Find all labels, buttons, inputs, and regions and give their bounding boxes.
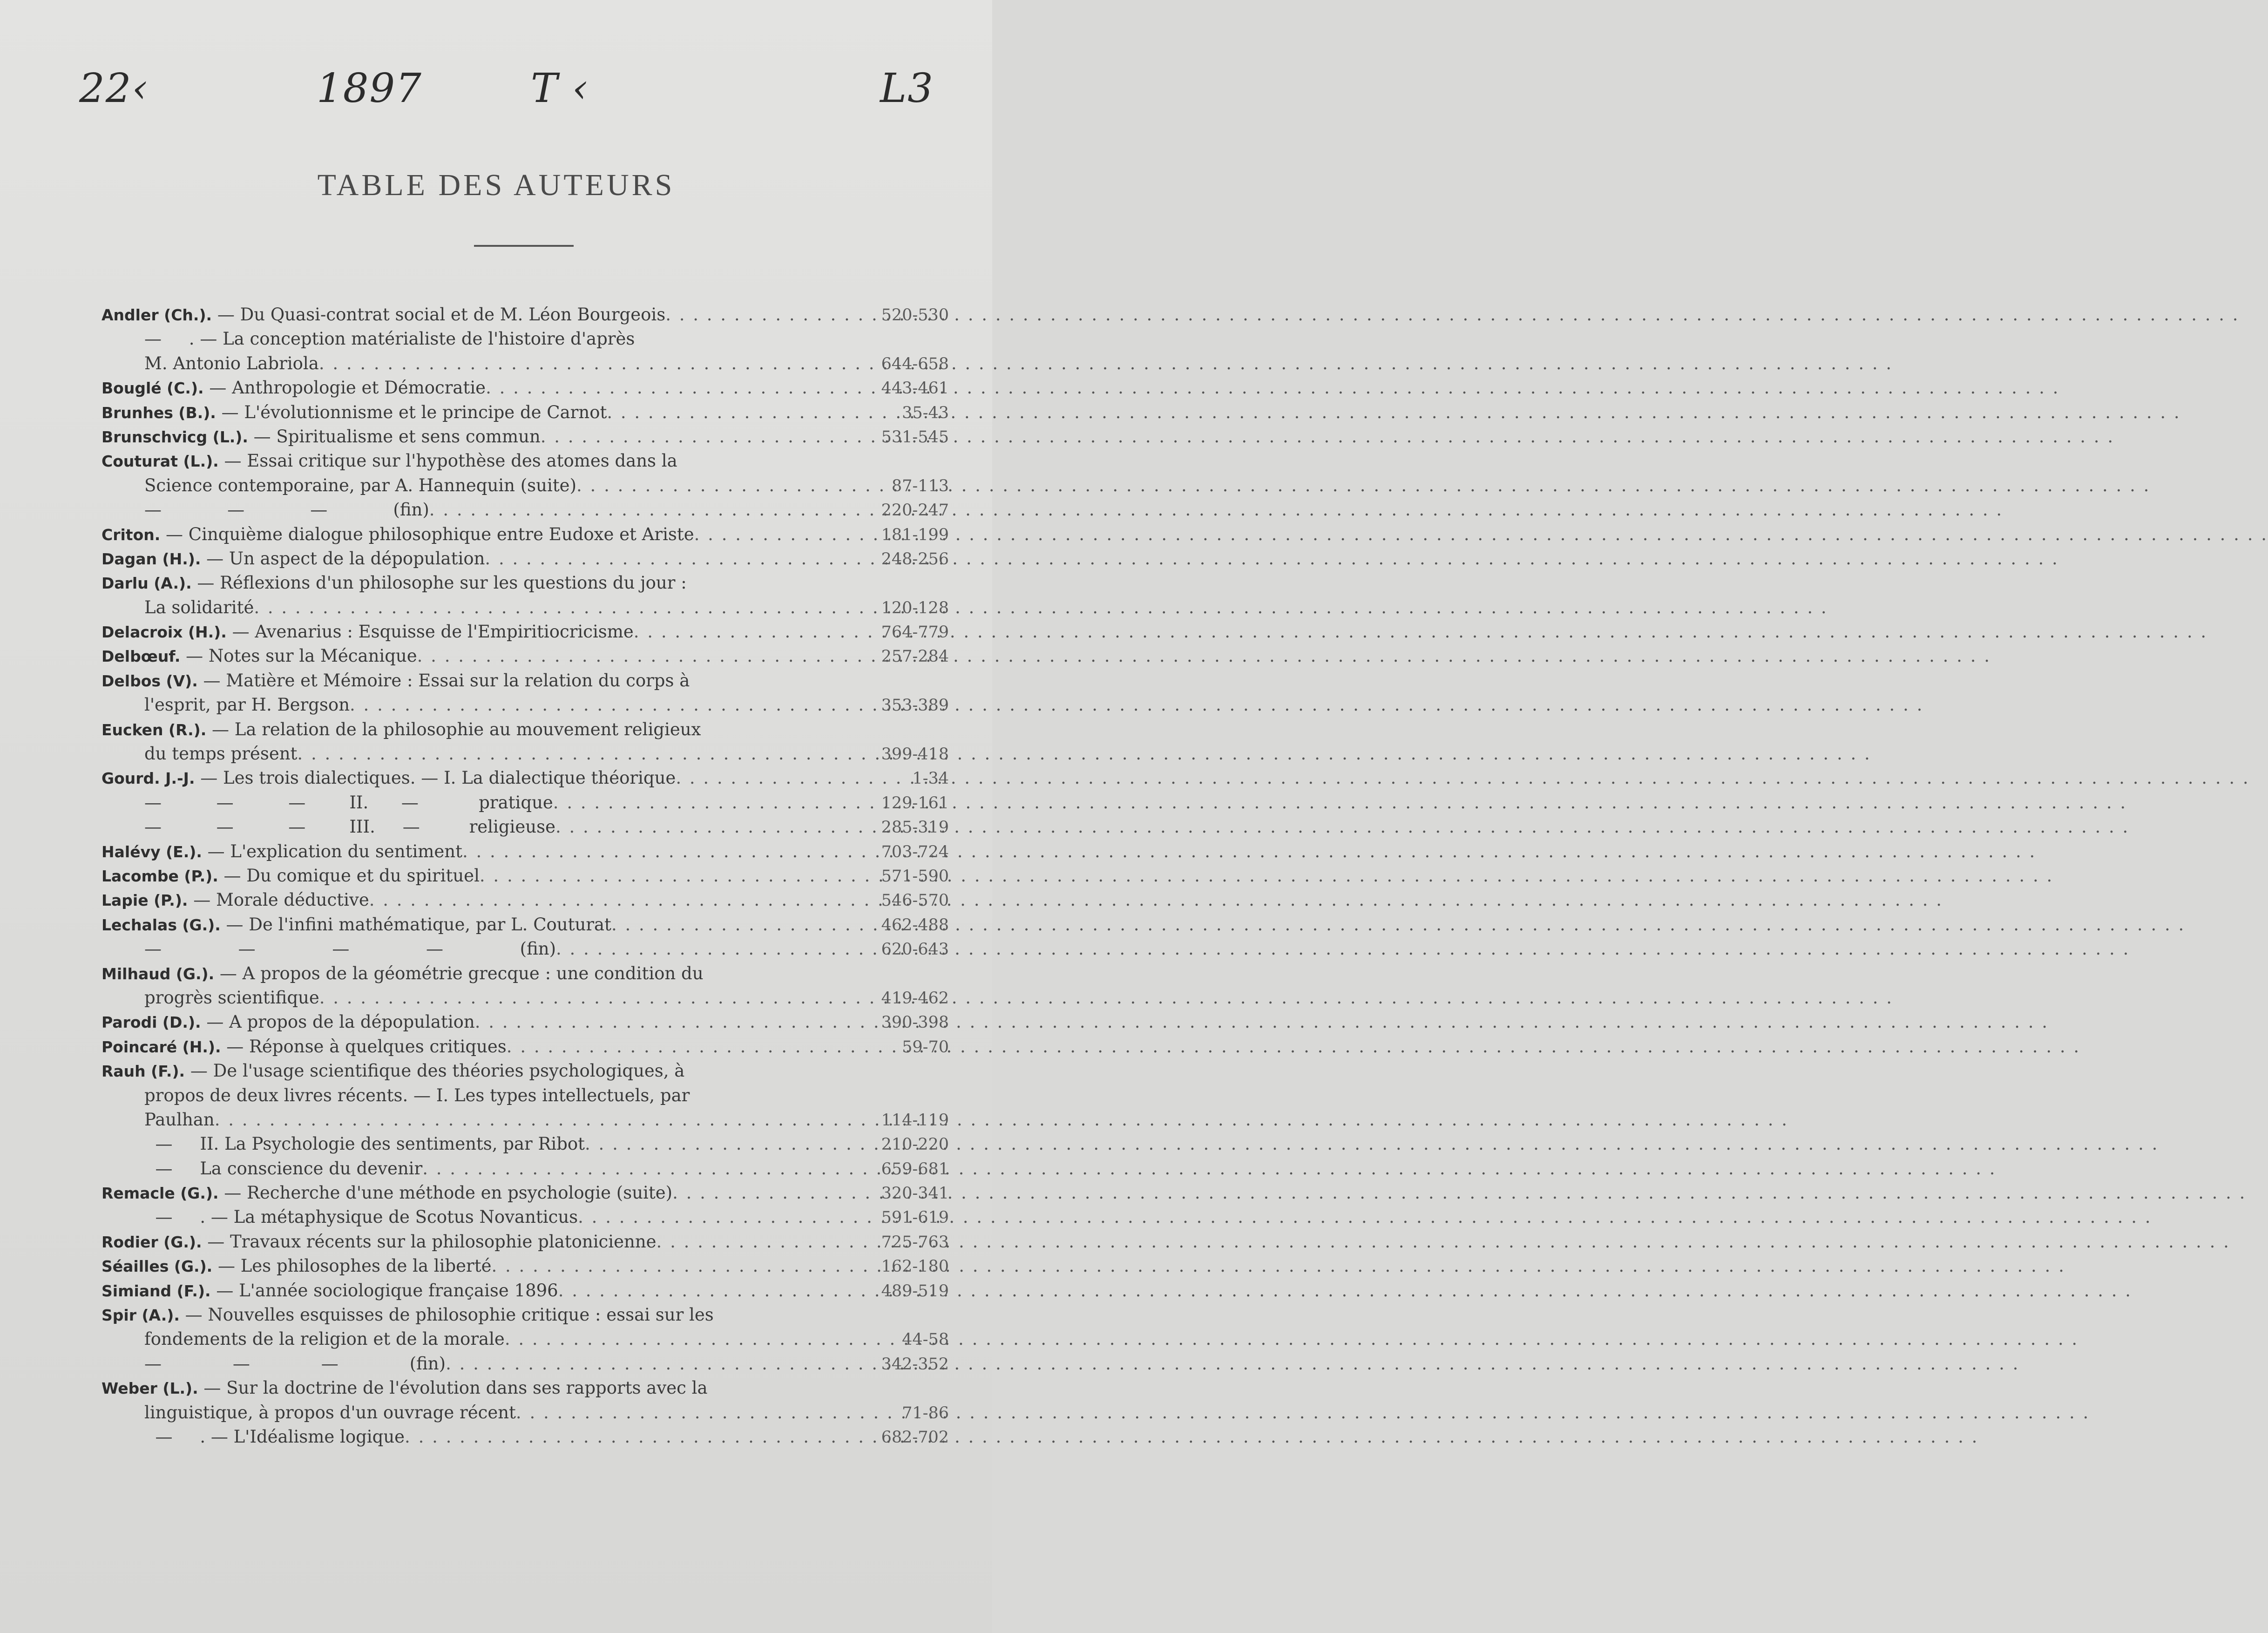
dot-leader — [553, 791, 870, 815]
author-name: Bouglé (C.). — [102, 379, 204, 398]
entry-text — [102, 1230, 657, 1254]
dot-leader — [319, 352, 870, 376]
dot-leader — [558, 1279, 870, 1303]
entry-text — [102, 937, 556, 961]
entry-title: — La conscience du devenir — [144, 1158, 423, 1179]
dot-leader — [446, 1352, 870, 1376]
index-entry — [102, 864, 949, 888]
entry-text — [102, 986, 319, 1010]
index-entry — [102, 1010, 949, 1034]
entry-text — [102, 864, 480, 888]
index-entry — [102, 1230, 949, 1254]
index-entry-continuation — [102, 791, 949, 815]
handwritten-mark: T ‹ — [531, 65, 589, 112]
author-name: Lapie (P.). — [102, 891, 188, 910]
dot-leader — [475, 1010, 870, 1034]
entry-text — [102, 693, 350, 717]
page-range: 682-702 — [881, 1428, 949, 1447]
page-range: 659-681 — [881, 1159, 949, 1179]
index-entry — [102, 669, 949, 693]
author-index — [102, 303, 949, 1449]
entry-title: — Cinquième dialogue philosophique entre Eudoxe et Ariste — [160, 524, 694, 544]
page-range: 399-418 — [881, 745, 949, 764]
entry-text — [102, 327, 949, 351]
page-range: 489-519 — [881, 1281, 949, 1301]
entry-title: — — — — (fin) — [144, 939, 556, 959]
index-entry-continuation — [102, 1132, 949, 1156]
author-name: Lechalas (G.). — [102, 915, 221, 934]
title-rule — [474, 245, 574, 247]
entry-text — [102, 400, 607, 425]
index-entry — [102, 1059, 949, 1083]
dot-leader — [556, 937, 870, 961]
author-name: Delbœuf. — [102, 647, 181, 666]
index-entry — [102, 425, 949, 449]
dot-leader — [634, 620, 870, 644]
index-entry — [102, 913, 949, 937]
entry-title: — Notes sur la Mécanique — [180, 646, 417, 666]
author-name: Andler (Ch.). — [102, 306, 212, 324]
entry-text — [102, 1303, 949, 1328]
entry-title: propos de deux livres récents. — I. Les types intellectuels, par — [144, 1085, 690, 1105]
author-name: Brunhes (B.). — [102, 403, 216, 422]
entry-text — [102, 1181, 672, 1206]
index-entry — [102, 571, 949, 595]
entry-text — [102, 913, 611, 937]
dot-leader — [492, 1254, 870, 1278]
page-range: 419-462 — [881, 989, 949, 1008]
dot-leader — [657, 1230, 870, 1254]
entry-title: — Un aspect de la dépopulation — [201, 548, 485, 569]
page-range: 220-247 — [881, 501, 949, 520]
page-range: 44-58 — [902, 1330, 949, 1349]
entry-text — [102, 1108, 215, 1132]
entry-title: — Travaux récents sur la philosophie platonicienne — [202, 1231, 657, 1252]
entry-title: l'esprit, par H. Bergson — [144, 695, 350, 715]
author-name: Séailles (G.). — [102, 1257, 213, 1276]
dot-leader — [694, 522, 870, 547]
page-range: 644-658 — [881, 354, 949, 373]
entry-title: — . — La conception matérialiste de l'histoire d'après — [144, 329, 635, 349]
entry-text — [102, 1010, 475, 1035]
author-name: Parodi (D.). — [102, 1013, 201, 1032]
dot-leader — [297, 742, 870, 766]
index-entry-continuation — [102, 1108, 949, 1132]
index-entry — [102, 718, 949, 742]
index-entry — [102, 1279, 949, 1303]
author-name: Delbos (V). — [102, 671, 198, 690]
author-name: Rodier (G.). — [102, 1233, 202, 1251]
entry-title: linguistique, à propos d'un ouvrage récent — [144, 1402, 516, 1423]
entry-title: — Réponse à quelques critiques — [221, 1036, 507, 1057]
entry-title: du temps présent — [144, 744, 298, 764]
entry-title: — Avenarius : Esquisse de l'Empiritiocricisme — [226, 622, 634, 642]
index-entry-continuation — [102, 474, 949, 498]
entry-text — [102, 1279, 558, 1303]
page-range: 181-199 — [881, 525, 949, 544]
page-range: 120-128 — [881, 598, 949, 617]
dot-leader — [607, 400, 870, 425]
entry-title: Paulhan — [144, 1109, 215, 1130]
index-entry-continuation — [102, 1205, 949, 1229]
entry-text — [102, 766, 676, 791]
page-range: 725-763 — [881, 1233, 949, 1252]
entry-title: — A propos de la géométrie grecque : une condition du — [214, 963, 704, 983]
page-range: 285-319 — [881, 818, 949, 837]
author-name: Poincaré (H.). — [102, 1037, 221, 1056]
index-entry-continuation — [102, 1327, 949, 1351]
dot-leader — [215, 1108, 870, 1132]
author-name: Rauh (F.). — [102, 1062, 185, 1081]
page-range: 59-70 — [902, 1037, 949, 1057]
page-range: 248-256 — [881, 549, 949, 569]
index-entry — [102, 303, 949, 327]
index-entry — [102, 1254, 949, 1278]
page-range: 342-352 — [881, 1355, 949, 1374]
entry-title: — L'explication du sentiment — [202, 841, 462, 861]
entry-title: — L'évolutionnisme et le principe de Carnot — [216, 402, 607, 422]
index-entry — [102, 522, 949, 547]
dot-leader — [319, 986, 870, 1010]
handwritten-year: 1897 — [317, 65, 422, 112]
entry-text — [102, 352, 319, 376]
author-name: Weber (L.). — [102, 1379, 198, 1398]
page-range: 210-220 — [881, 1135, 949, 1154]
dot-leader — [422, 1157, 870, 1181]
handwritten-shelf-mark: L3 — [880, 65, 934, 112]
index-entry — [102, 1035, 949, 1059]
entry-title: M. Antonio Labriola — [144, 353, 319, 373]
entry-text — [102, 1059, 949, 1084]
page-range: 764-779 — [881, 623, 949, 642]
page-title: TABLE DES AUTEURS — [317, 168, 675, 202]
index-entry-continuation — [102, 596, 949, 620]
index-entry-continuation — [102, 498, 949, 522]
entry-text — [102, 1401, 516, 1425]
page-range: 620-643 — [881, 940, 949, 959]
entry-text — [102, 547, 485, 571]
entry-text — [102, 620, 634, 644]
entry-title: fondements de la religion et de la morale — [144, 1329, 505, 1349]
dot-leader — [417, 644, 870, 668]
entry-title: — Du Quasi-contrat social et de M. Léon Bourgeois — [212, 305, 666, 325]
dot-leader — [676, 766, 870, 790]
entry-text — [102, 962, 949, 986]
page-range: 114-119 — [881, 1111, 949, 1130]
entry-text — [102, 840, 462, 864]
index-entry — [102, 766, 949, 790]
author-name: Eucken (R.). — [102, 720, 207, 739]
index-entry — [102, 620, 949, 644]
entry-title: — — — III. — religieuse — [144, 817, 555, 837]
entry-title: — Anthropologie et Démocratie — [203, 378, 486, 398]
page-range: 1-34 — [912, 769, 949, 788]
entry-title: — La relation de la philosophie au mouvement religieux — [206, 719, 701, 739]
entry-text — [102, 1035, 507, 1059]
dot-leader — [516, 1401, 870, 1425]
entry-title: — Recherche d'une méthode en psychologie (suite) — [218, 1183, 673, 1203]
author-name: Spir (A.). — [102, 1306, 180, 1325]
index-entry-continuation — [102, 815, 949, 839]
entry-text — [102, 303, 665, 327]
entry-text — [102, 1376, 949, 1401]
entry-text — [102, 1132, 585, 1156]
entry-text — [102, 888, 369, 913]
dot-leader — [672, 1181, 870, 1205]
index-entry-continuation — [102, 937, 949, 961]
dot-leader — [429, 498, 870, 522]
index-entry — [102, 1376, 949, 1400]
page-range: 129-161 — [881, 793, 949, 813]
page-range: 546-570 — [881, 891, 949, 910]
entry-title: — Sur la doctrine de l'évolution dans ses rapports avec la — [198, 1378, 708, 1398]
dot-leader — [541, 425, 870, 449]
dot-leader — [576, 474, 870, 498]
entry-title: — Morale déductive — [188, 890, 369, 910]
page-range: 257-284 — [881, 647, 949, 666]
page-range: 71-86 — [902, 1403, 949, 1423]
page-range: 320-341 — [881, 1184, 949, 1203]
entry-title: — Spiritualisme et sens commun — [248, 426, 541, 447]
entry-title: — Les philosophes de la liberté — [212, 1256, 492, 1276]
entry-title: — Du comique et du spirituel — [218, 865, 480, 886]
entry-title: — Les trois dialectiques. — I. La dialectique théorique — [195, 768, 676, 788]
page-range: 531-545 — [881, 427, 949, 447]
dot-leader — [405, 1425, 870, 1449]
entry-title: — Essai critique sur l'hypothèse des atomes dans la — [218, 451, 677, 471]
entry-title: — — — (fin) — [144, 1353, 446, 1374]
author-name: Delacroix (H.). — [102, 623, 227, 642]
entry-title: progrès scientifique — [144, 987, 319, 1008]
index-entry-continuation — [102, 742, 949, 766]
entry-text — [102, 1205, 578, 1229]
entry-title: La solidarité — [144, 597, 254, 617]
page-range: 353-389 — [881, 696, 949, 715]
page-range: 162-180 — [881, 1257, 949, 1276]
entry-text — [102, 498, 429, 522]
page-range: 35-43 — [902, 403, 949, 422]
index-entry — [102, 449, 949, 473]
index-entry — [102, 840, 949, 864]
page-range: 520-530 — [881, 306, 949, 325]
entry-text — [102, 1425, 405, 1449]
entry-text — [102, 1084, 949, 1108]
author-name: Lacombe (P.). — [102, 867, 218, 885]
entry-text — [102, 1157, 422, 1181]
dot-leader — [480, 864, 870, 888]
author-name: Brunschvicg (L.). — [102, 427, 248, 446]
entry-title: — De l'infini mathématique, par L. Couturat — [220, 914, 611, 935]
dot-leader — [665, 303, 870, 327]
entry-text — [102, 742, 297, 766]
entry-text — [102, 815, 555, 839]
index-entry — [102, 400, 949, 425]
entry-text — [102, 449, 949, 474]
entry-title: — . — L'Idéalisme logique — [144, 1426, 405, 1447]
dot-leader — [485, 547, 870, 571]
dot-leader — [555, 815, 870, 839]
page-range: 571-590 — [881, 867, 949, 886]
entry-text — [102, 596, 254, 620]
index-entry-continuation — [102, 1401, 949, 1425]
author-name: Criton. — [102, 525, 161, 544]
entry-title: — — — II. — pratique — [144, 792, 553, 813]
entry-text — [102, 522, 694, 547]
entry-text — [102, 1352, 446, 1376]
dot-leader — [585, 1132, 870, 1156]
index-entry-continuation — [102, 352, 949, 376]
entry-title: — Réflexions d'un philosophe sur les questions du jour : — [191, 573, 687, 593]
index-entry — [102, 888, 949, 912]
author-name: Dagan (H.). — [102, 549, 201, 568]
entry-title: Science contemporaine, par A. Hannequin (suite) — [144, 475, 577, 495]
handwritten-mark: 22‹ — [79, 65, 149, 112]
entry-text — [102, 644, 417, 669]
page-range: 390-398 — [881, 1013, 949, 1032]
page-range: 443-461 — [881, 379, 949, 398]
index-entry-continuation — [102, 1425, 949, 1449]
entry-title: — — — (fin) — [144, 500, 429, 520]
author-name: Gourd. J.-J. — [102, 769, 195, 788]
index-entry — [102, 376, 949, 400]
entry-text — [102, 1254, 492, 1279]
index-entry-continuation — [102, 1352, 949, 1376]
entry-title: — L'année sociologique française 1896 — [210, 1280, 558, 1301]
dot-leader — [578, 1205, 870, 1229]
dot-leader — [254, 596, 870, 620]
entry-title: — De l'usage scientifique des théories psychologiques, à — [185, 1061, 685, 1081]
entry-title: — A propos de la dépopulation — [201, 1012, 475, 1032]
entry-text — [102, 1327, 505, 1351]
index-entry — [102, 1181, 949, 1205]
author-name: Remacle (G.). — [102, 1184, 219, 1203]
dot-leader — [611, 913, 870, 937]
index-entry — [102, 1303, 949, 1327]
index-entry-continuation — [102, 1084, 949, 1108]
index-entry-continuation — [102, 986, 949, 1010]
dot-leader — [462, 840, 870, 864]
author-name: Darlu (A.). — [102, 574, 192, 593]
document-page — [0, 0, 992, 1633]
page-range: 87-113 — [891, 476, 949, 495]
author-name: Couturat (L.). — [102, 452, 219, 471]
author-name: Milhaud (G.). — [102, 964, 215, 983]
entry-text — [102, 791, 553, 815]
dot-leader — [369, 888, 870, 912]
dot-leader — [486, 376, 870, 400]
index-entry — [102, 644, 949, 668]
dot-leader — [350, 693, 870, 717]
index-entry-continuation — [102, 327, 949, 351]
index-entry-continuation — [102, 1157, 949, 1181]
entry-text — [102, 474, 576, 498]
index-entry — [102, 962, 949, 986]
index-entry-continuation — [102, 693, 949, 717]
page-range: 462-488 — [881, 915, 949, 935]
entry-text — [102, 425, 541, 449]
page-range: 591-619 — [881, 1208, 949, 1227]
entry-text — [102, 718, 949, 742]
entry-text — [102, 571, 949, 596]
dot-leader — [507, 1035, 870, 1059]
page-range: 703-724 — [881, 842, 949, 861]
entry-title: — . — La métaphysique de Scotus Novanticus — [144, 1207, 578, 1227]
entry-text — [102, 376, 486, 400]
index-entry — [102, 547, 949, 571]
author-name: Simiand (F.). — [102, 1281, 211, 1300]
entry-title: — Nouvelles esquisses de philosophie critique : essai sur les — [179, 1305, 714, 1325]
dot-leader — [505, 1327, 870, 1351]
entry-title: — Matière et Mémoire : Essai sur la relation du corps à — [197, 670, 690, 691]
entry-title: — II. La Psychologie des sentiments, par Ribot — [144, 1134, 585, 1154]
entry-text — [102, 669, 949, 693]
author-name: Halévy (E.). — [102, 842, 202, 861]
